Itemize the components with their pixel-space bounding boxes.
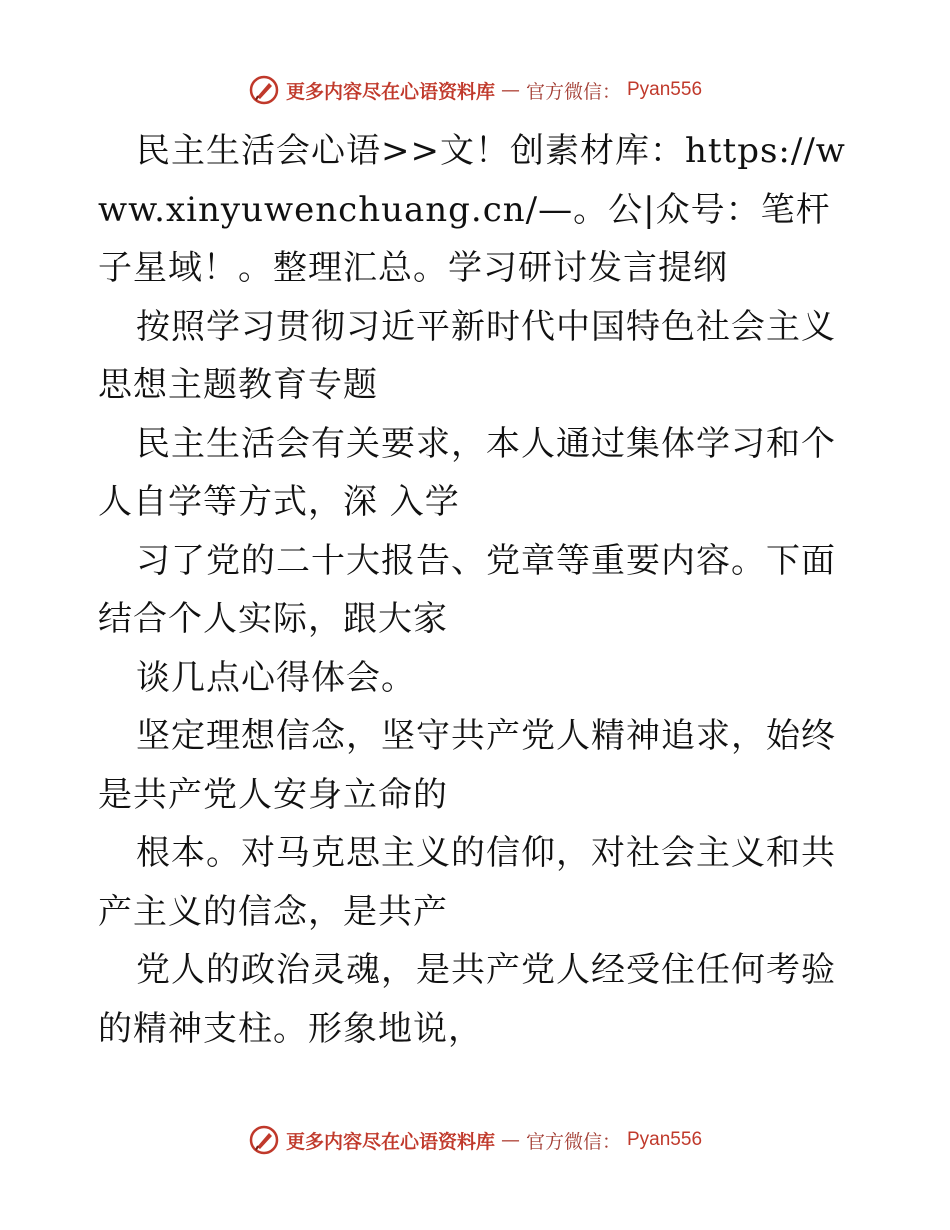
paragraph: 民主生活会有关要求，本人通过集体学习和个人自学等方式，深 入学 [98,423,836,522]
footer-brand-text: 更多内容尽在心语资料库 [285,1130,495,1153]
paragraph: 谈几点心得体会。 [136,657,416,698]
footer-wechat-label: 官方微信： [525,1130,621,1153]
paragraph: 党人的政治灵魂，是共产党人经受住任何考验的精神支柱。形象地说， [98,950,836,1049]
document-body [98,122,858,1058]
paragraph: 坚定理想信念，坚守共产党人精神追求，始终是共产党人安身立命的 [98,716,836,815]
header-banner [0,70,950,110]
header-brand-text: 更多内容尽在心语资料库 [285,80,495,103]
paragraph: 按照学习贯彻习近平新时代中国特色社会主义思想主题教育专题 [98,306,836,405]
paragraph: 根本。对马克思主义的信仰，对社会主义和共产主义的信念，是共产 [98,833,836,932]
quill-pen-icon [248,74,280,106]
footer-separator: — [500,1129,520,1151]
footer-wechat-id: Pyan556 [627,1129,703,1150]
footer-banner [0,1120,950,1160]
quill-pen-icon [248,1124,280,1156]
header-separator: — [500,79,520,101]
header-wechat-label: 官方微信： [525,80,621,103]
header-wechat-id: Pyan556 [627,79,703,100]
paragraph: 习了党的二十大报告、党章等重要内容。下面结合个人实际，跟大家 [98,540,836,639]
paragraph: 民主生活会心语>>文！创素材库：https://www.xinyuwenchuang.cn/—。公|众号：笔杆子星域！。整理汇总。学习研讨发言提纲 [98,131,846,288]
